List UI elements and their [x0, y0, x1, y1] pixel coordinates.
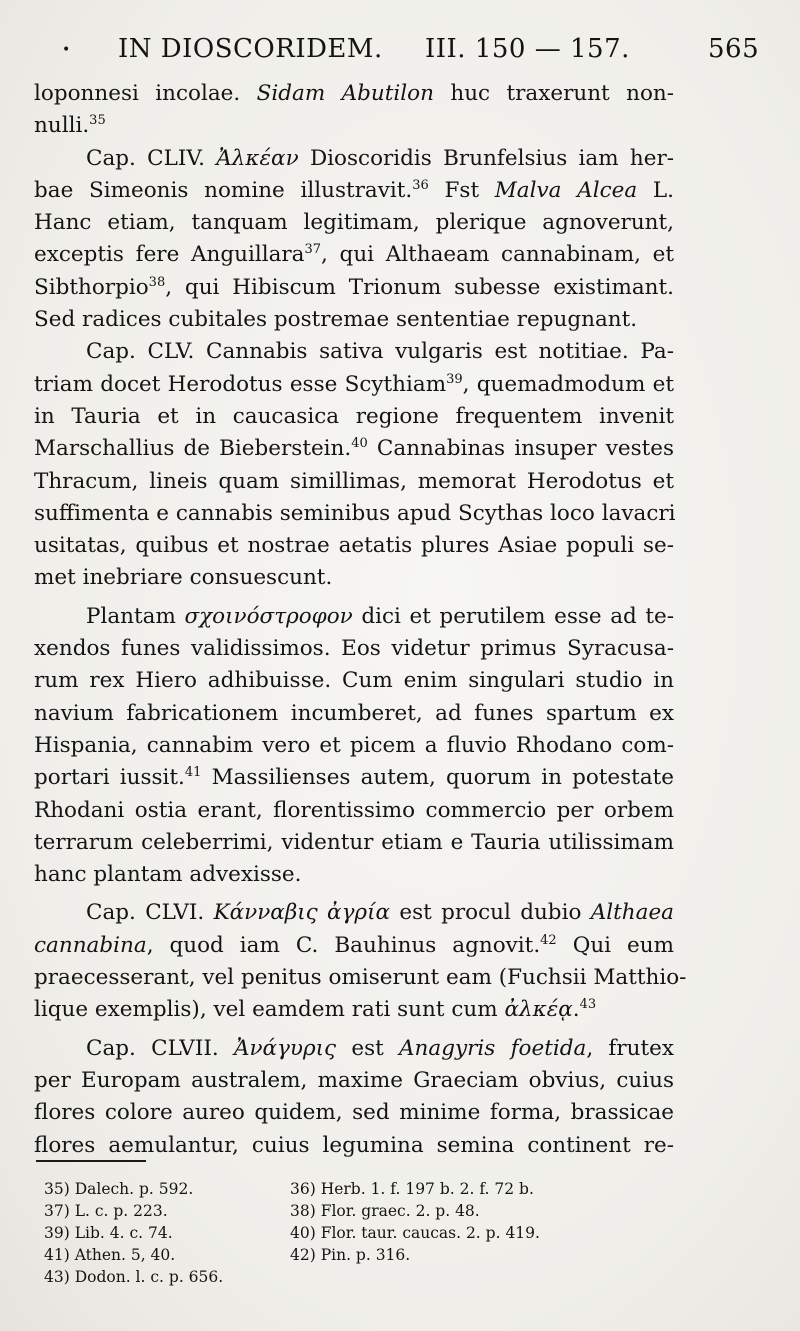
- footnote-ref: 40: [351, 436, 368, 452]
- text-line: [34, 304, 674, 336]
- text-run: per Europam australem, maxime Graeciam obvius, cuius: [34, 1067, 674, 1093]
- text-run: loponnesi incolae.: [34, 81, 257, 106]
- text-run: Hispania, cannabim vero et picem a fluvio Rhodano com-: [34, 732, 674, 758]
- text-run: praecesserant, vel penitus omiserunt eam (Fuchsii Matthio-: [34, 965, 687, 991]
- text-line: [34, 1065, 674, 1097]
- text-line: [34, 994, 674, 1026]
- text-run: Cannabinas insuper vestes: [367, 436, 674, 462]
- footnote-ref: 41: [184, 765, 202, 781]
- italic-term: σχοινόστροφον: [184, 603, 353, 629]
- body-text: [34, 78, 687, 1162]
- footnote-ref: 38: [148, 274, 166, 290]
- footnote-ref: 42: [540, 932, 557, 948]
- footnote-ref: 35: [89, 113, 106, 129]
- text-line: [34, 1033, 674, 1065]
- text-run: navium fabricationem incumberet, ad funes spartum ex: [34, 700, 674, 726]
- footnote: 43) Dodon. l. c. p. 656.: [44, 1268, 224, 1286]
- text-run: Sed radices cubitales postremae sententiae repugnant.: [34, 307, 638, 333]
- text-run: portari iussit.: [34, 765, 185, 791]
- text-run: Dioscoridis Brunfelsius iam her-: [298, 145, 675, 171]
- text-run: hanc plantam advexisse.: [34, 862, 302, 888]
- text-run: , qui Hibiscum Trionum subesse existimant.: [165, 274, 674, 300]
- text-run: flores colore aureo quidem, sed minime forma, brassicae: [34, 1100, 674, 1126]
- italic-term: ἀλκέᾳ: [504, 997, 573, 1023]
- text-line: [34, 207, 674, 239]
- text-run: rum rex Hiero adhibuisse. Cum enim singulari studio in: [34, 668, 674, 694]
- text-line: [34, 530, 674, 562]
- text-line: [34, 562, 674, 594]
- text-line: [34, 401, 674, 433]
- text-run: , frutex: [586, 1035, 674, 1061]
- footnote-row: [44, 1200, 744, 1222]
- text-run: , quemadmodum et: [462, 371, 674, 397]
- text-line: [34, 1130, 674, 1162]
- text-line: [34, 698, 674, 730]
- italic-term: cannabina: [34, 932, 147, 958]
- text-run: nulli.: [34, 113, 90, 139]
- text-run: triam docet Herodotus esse Scythiam: [34, 371, 447, 397]
- text-line: [34, 762, 674, 794]
- text-run: .: [572, 997, 580, 1023]
- italic-term: Ἀνάγυρις: [233, 1035, 337, 1061]
- text-line: [34, 433, 674, 465]
- text-line: [34, 1097, 674, 1129]
- text-run: terrarum celeberrimi, videntur etiam e Tauria utilissimam: [34, 829, 674, 855]
- text-line: [34, 633, 674, 665]
- running-header: [0, 30, 800, 70]
- text-run: Plantam: [86, 603, 185, 629]
- text-run: Cap. CLVII.: [86, 1035, 234, 1061]
- text-line: [34, 143, 674, 175]
- text-line: [34, 601, 674, 633]
- text-run: Qui eum: [556, 932, 674, 958]
- text-run: , quod iam C. Bauhinus agnovit.: [146, 932, 541, 958]
- text-line: [34, 272, 674, 304]
- footnote-row: [44, 1222, 744, 1244]
- text-run: suffimenta e cannabis seminibus apud Scythas loco lavacri: [34, 500, 676, 526]
- footnote: 35) Dalech. p. 592.: [44, 1180, 194, 1198]
- text-run: Cap. CLVI.: [86, 900, 214, 926]
- footnote-row: [44, 1178, 744, 1200]
- text-line: [34, 730, 674, 762]
- footnote-ref: 43: [579, 997, 597, 1013]
- text-run: in Tauria et in caucasica regione frequentem invenit: [34, 403, 674, 429]
- footnotes: [44, 1178, 744, 1288]
- text-line: [34, 336, 674, 368]
- text-line: [34, 175, 674, 207]
- text-run: lique exemplis), vel eamdem rati sunt cum: [34, 997, 505, 1023]
- footnote-ref: 39: [446, 371, 463, 387]
- text-run: Marschallius de Bieberstein.: [34, 436, 352, 462]
- footnote: 42) Pin. p. 316.: [290, 1246, 411, 1264]
- text-line: [34, 859, 674, 891]
- text-line: [34, 795, 674, 827]
- text-run: met inebriare consuescunt.: [34, 565, 333, 591]
- footnote: 38) Flor. graec. 2. p. 48.: [290, 1202, 480, 1220]
- text-run: bae Simeonis nomine illustravit.: [34, 177, 413, 203]
- text-run: L.: [637, 177, 674, 203]
- footnote: 41) Athen. 5, 40.: [44, 1246, 176, 1264]
- italic-term: Ἀλκέαν: [216, 145, 299, 171]
- footnote: 40) Flor. taur. caucas. 2. p. 419.: [290, 1224, 540, 1242]
- text-line: [34, 369, 674, 401]
- footnote-ref: 36: [412, 177, 429, 193]
- text-run: usitatas, quibus et nostrae aetatis plures Asiae populi se-: [34, 533, 674, 559]
- text-run: Massilienses autem, quorum in potestate: [201, 765, 674, 791]
- italic-term: Malva Alcea: [494, 177, 638, 203]
- text-line: [34, 110, 674, 142]
- footnote-rule: [36, 1160, 146, 1162]
- text-run: est procul dubio: [390, 900, 591, 926]
- text-line: [34, 239, 674, 271]
- text-run: Cap. CLV. Cannabis sativa vulgaris est notitiae. Pa-: [86, 339, 674, 365]
- running-title: IN DIOSCORIDEM.: [118, 34, 383, 64]
- text-run: Sibthorpio: [34, 274, 149, 300]
- italic-term: Κάνναβις ἀγρία: [213, 900, 391, 926]
- footnote: 37) L. c. p. 223.: [44, 1202, 168, 1220]
- text-run: Cap. CLIV.: [86, 145, 217, 171]
- italic-term: Sidam Abutilon: [256, 81, 434, 106]
- text-line: [34, 466, 674, 498]
- chapter-range: III. 150 — 157.: [425, 34, 630, 64]
- text-line: [34, 827, 674, 859]
- text-run: flores aemulantur, cuius legumina semina continent re-: [34, 1132, 674, 1158]
- text-line: [34, 78, 674, 110]
- text-run: Thracum, lineis quam simillimas, memorat Herodotus et: [34, 468, 674, 494]
- italic-term: Anagyris foetida: [399, 1035, 587, 1061]
- text-run: Fst: [428, 177, 495, 203]
- footnote-ref: 37: [304, 242, 322, 258]
- text-run: , qui Althaeam cannabinam, et: [321, 242, 674, 268]
- text-run: Rhodani ostia erant, florentissimo commercio per orbem: [34, 797, 674, 823]
- text-line: [34, 665, 674, 697]
- text-run: est: [336, 1035, 400, 1061]
- page-number: 565: [708, 34, 760, 64]
- footnote: 39) Lib. 4. c. 74.: [44, 1224, 173, 1242]
- italic-term: Althaea: [590, 900, 674, 926]
- text-run: dici et perutilem esse ad te-: [352, 603, 675, 629]
- text-line: [34, 897, 674, 929]
- footnote-row: [44, 1244, 744, 1266]
- text-run: Hanc etiam, tanquam legitimam, plerique agnoverunt,: [34, 210, 674, 236]
- text-run: exceptis fere Anguillara: [34, 242, 305, 268]
- footnote: 36) Herb. 1. f. 197 b. 2. f. 72 b.: [290, 1180, 534, 1198]
- footnote-row: [44, 1266, 744, 1288]
- text-run: huc traxerunt non-: [433, 81, 675, 106]
- text-line: [34, 930, 674, 962]
- header-mark: •: [62, 42, 71, 58]
- text-run: xendos funes validissimos. Eos videtur primus Syracusa-: [34, 636, 674, 662]
- text-line: [34, 498, 674, 530]
- text-line: [34, 962, 687, 994]
